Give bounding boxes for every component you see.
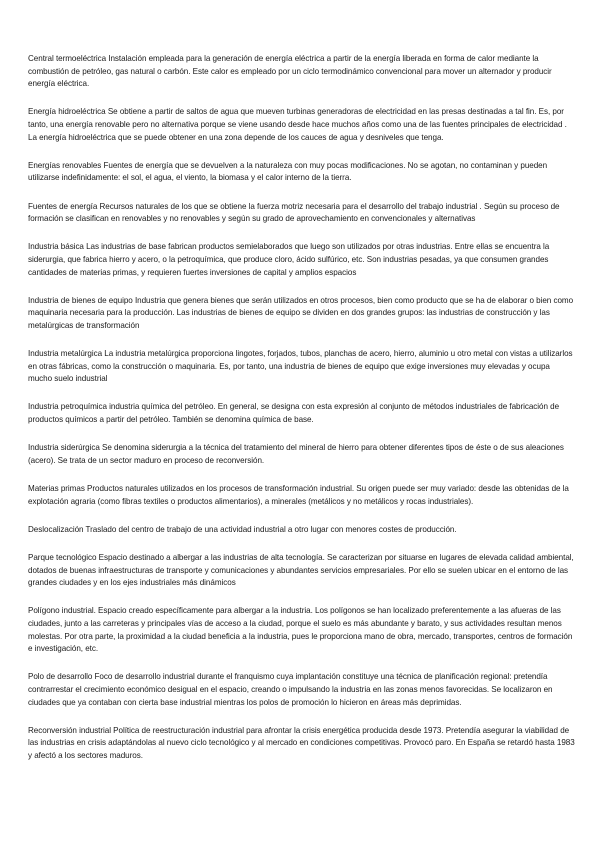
glossary-entry-energia-hidroelectrica: Energía hidroeléctrica Se obtiene a partir de saltos de agua que mueven turbinas generadoras de electricidad en las presas destinadas a tal fin. Es, por tanto, una energía renovable pero no alternativa porque se viene usando desde hace muchos años como una de las fuentes principales de electricidad . La energía hidroeléctrica que se puede obtener en una zona depende de los cauces de agua y desniveles que tenga.	[28, 107, 567, 142]
glossary-entry-industria-petroquimica: Industria petroquímica industria química del petróleo. En general, se designa con esta expresión al conjunto de métodos industriales de fabricación de productos químicos a partir del petróleo. También se denomina química de base.	[28, 402, 560, 425]
glossary-entry-deslocalizacion: Deslocalización Traslado del centro de trabajo de una actividad industrial a otro lugar con menores costes de producción.	[28, 524, 457, 534]
glossary-entry-parque-tecnologico: Parque tecnológico Espacio destinado a albergar a las industrias de alta tecnología. Se caracterizan por situarse en lugares de elevada calidad ambiental, dotados de buenas infraestructuras de transporte y comunicaciones y abundantes servicios empresariales. Por ello se suelen ubicar en el entorno de las grandes ciudades y en los ejes industriales más dinámicos	[28, 552, 574, 588]
glossary-entry-industria-bienes-de-equipo: Industria de bienes de equipo Industria que genera bienes que serán utilizados en otros procesos, bien como producto que se ha de elaborar o bien como maquinaria necesaria para la producción. Las industrias de bienes de equipo se dividen en dos grandes grupos: las industrias de construcción y las metalúrgicas de transformación	[28, 295, 574, 330]
glossary-entry-central-termoelectrica: Central termoeléctrica Instalación empleada para la generación de energía eléctrica a partir de la energía liberada en forma de calor mediante la combustión de petróleo, gas natural o carbón. Este calor es empleado por un ciclo termodinámico convencional para mover un alternador y producir energía eléctrica.	[28, 54, 552, 89]
glossary-entry-energias-renovables: Energías renovables Fuentes de energía que se devuelven a la naturaleza con muy pocas modificaciones. No se agotan, no contaminan y pueden utilizarse indefinidamente: el sol, el agua, el viento, la biomasa y el calor interno de la tierra.	[28, 160, 548, 183]
glossary-document	[28, 53, 576, 778]
glossary-entry-fuentes-de-energia: Fuentes de energía Recursos naturales de los que se obtiene la fuerza motriz necesaria para el desarrollo del trabajo industrial . Según su proceso de formación se clasifican en renovables y no renovables y según su grado de aprovechamiento en convencionales y alternativas	[28, 201, 560, 224]
glossary-entry-poligono-industrial: Polígono industrial. Espacio creado específicamente para albergar a la industria. Los polígonos se han localizado preferentemente a las afueras de las ciudades, junto a las carreteras y principales vías de acceso a la ciudad, porque el suelo es más abundante y barato, y sus actividades resultan menos molestas. Por otra parte, la proximidad a la ciudad beneficia a la industria, pues le proporciona mano de obra, mercado, transportes, centros de formación e investigación, etc.	[28, 606, 573, 654]
glossary-entry-industria-basica: Industria básica Las industrias de base fabrican productos semielaborados que luego son utilizados por otras industrias. Entre ellas se encuentra la siderurgia, que fabrica hierro y acero, o la petroquímica, que produce cloro, ácido sulfúrico, etc. Son industrias pesadas, ya que consumen grandes cantidades de materias primas, y requieren fuertes inversiones de capital y amplios espacios	[28, 242, 550, 277]
glossary-entry-polo-de-desarrollo: Polo de desarrollo Foco de desarrollo industrial durante el franquismo cuya implantación constituye una técnica de planificación regional: pretendía contrarrestar el crecimiento económico desigual en el espacio, creando o impulsando la industria en las zonas menos favorecidas. Se localizaron en ciudades que ya contaban con cierta base industrial mientras los polos de promoción lo hicieron en áreas más deprimidas.	[28, 672, 553, 707]
glossary-entry-industria-metalurgica: Industria metalúrgica La industria metalúrgica proporciona lingotes, forjados, tubos, planchas de acero, hierro, aluminio u otro metal con vistas a utilizarlos en otras fábricas, como la construcción o maquinaria. Es, por tanto, una industria de bienes de equipo que exige inversiones muy elevadas y ocupa mucho suelo industrial	[28, 349, 573, 384]
glossary-entry-materias-primas: Materias primas Productos naturales utilizados en los procesos de transformación industrial. Su origen puede ser muy variado: desde las obtenidas de la explotación agraria (como fibras textiles o productos alimentarios), a minerales (metálicos y no metálicos y rocas industriales).	[28, 484, 569, 506]
glossary-entry-reconversion-industrial: Reconversión industrial Política de reestructuración industrial para afrontar la crisis energética producida desde 1973. Pretendía asegurar la viabilidad de las industrias en crisis adaptándolas al nuevo ciclo tecnológico y al mercado en condiciones competitivas. Provocó paro. En España se retardó hasta 1983 y afectó a los sectores maduros.	[28, 725, 575, 760]
glossary-entry-industria-siderurgica: Industria siderúrgica Se denomina siderurgia a la técnica del tratamiento del mineral de hierro para obtener diferentes tipos de éste o de sus aleaciones (acero). Se trata de un sector maduro en proceso de reconversión.	[28, 443, 564, 465]
